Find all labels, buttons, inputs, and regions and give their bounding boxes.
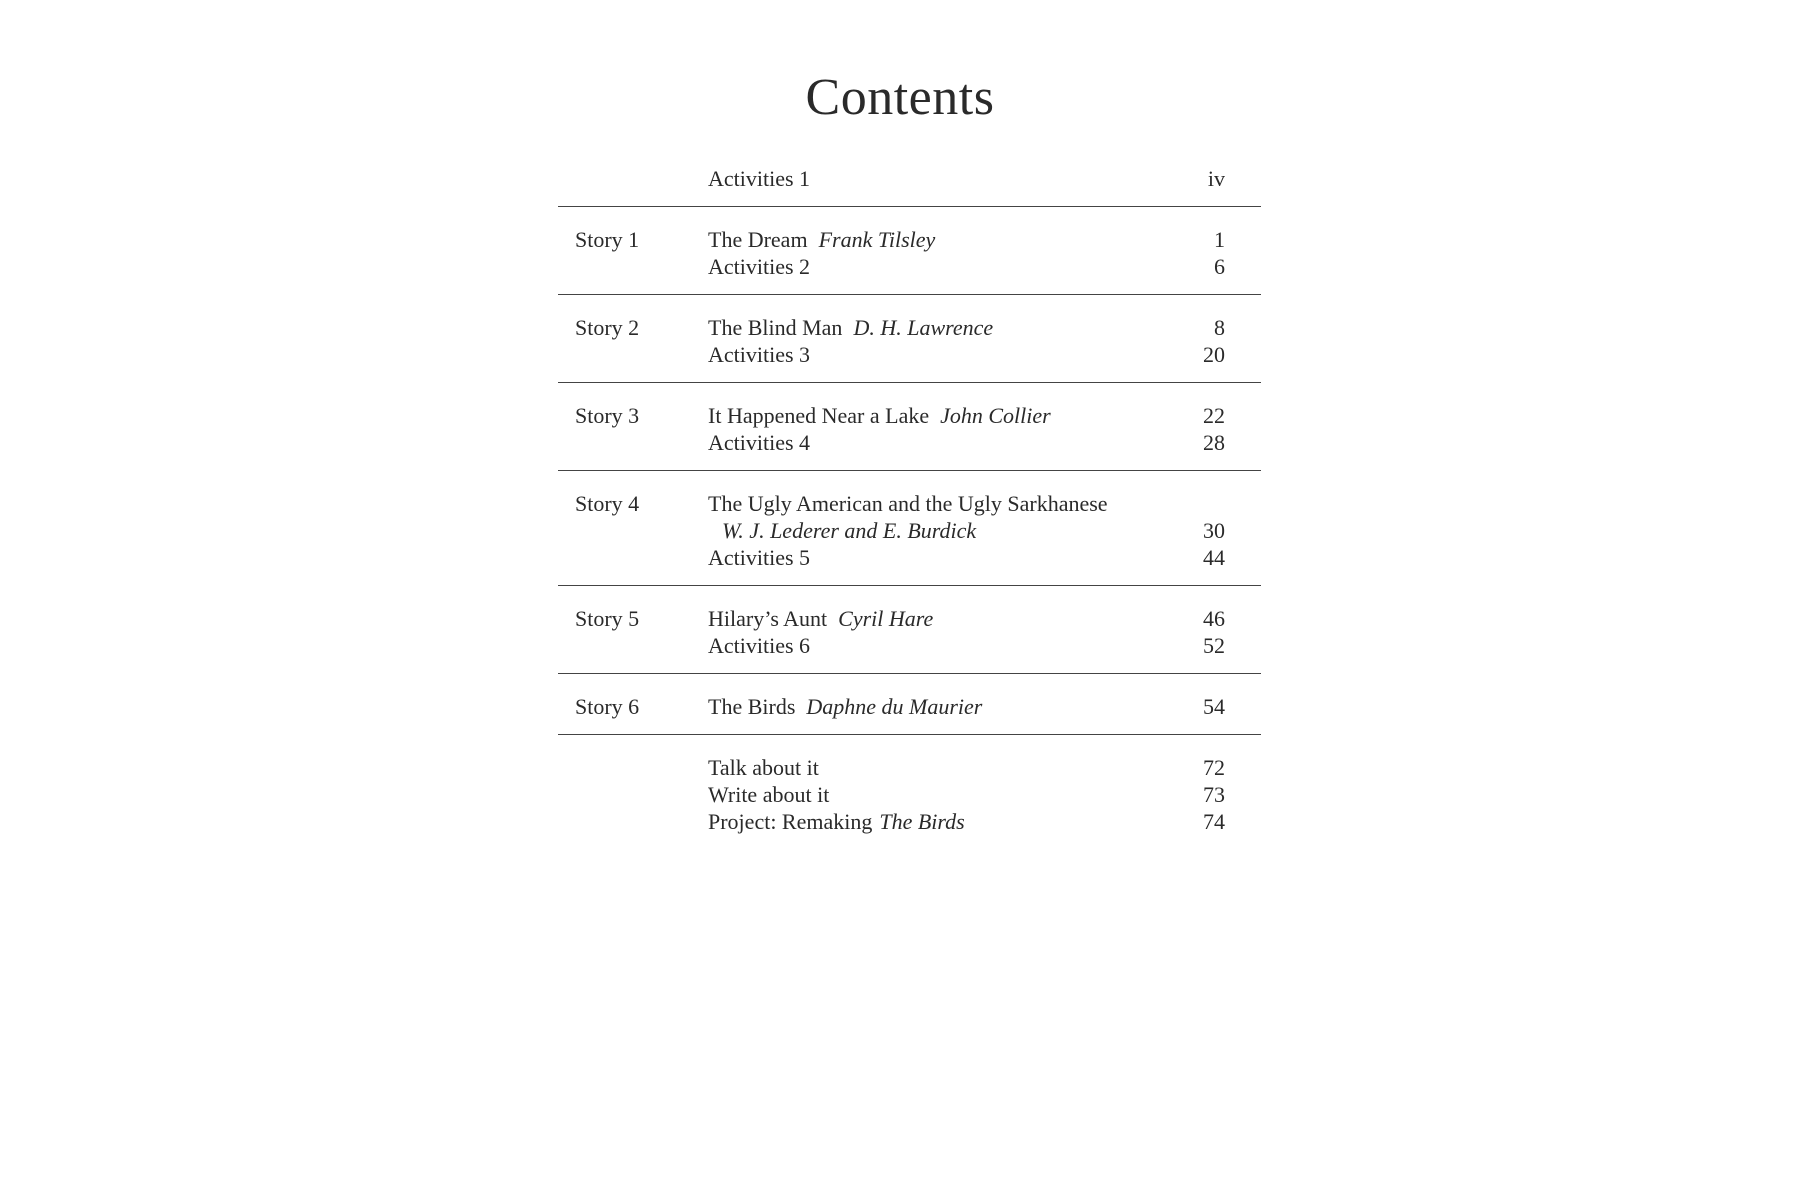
activities-label: Activities 4 (708, 430, 811, 455)
activities-label: Activities 2 (708, 254, 811, 279)
toc-group-story-4 (558, 470, 1261, 585)
story-author: John Collier (940, 403, 1051, 428)
story-entry (708, 605, 933, 632)
story-label: Story 6 (575, 694, 640, 719)
page-number: 20 (1203, 342, 1225, 367)
story-title: The Ugly American and the Ugly Sarkhanese (708, 491, 1108, 516)
page-number: 28 (1203, 430, 1225, 455)
toc-group-story-5 (558, 585, 1261, 673)
story-author: D. H. Lawrence (853, 315, 994, 340)
page-title: Contents (805, 69, 995, 126)
toc-line (558, 754, 1261, 781)
toc-line (558, 632, 1261, 659)
page-number: 44 (1203, 545, 1225, 570)
toc-line (558, 490, 1261, 517)
toc-line (558, 517, 1261, 544)
page-number: 72 (1203, 755, 1225, 780)
page-number: 22 (1203, 403, 1225, 428)
toc-line (558, 429, 1261, 456)
story-author: W. J. Lederer and E. Burdick (722, 518, 977, 543)
toc-line (558, 605, 1261, 632)
back-matter-label: Project: Remaking (708, 809, 873, 834)
story-label: Story 2 (575, 315, 640, 340)
story-title: It Happened Near a Lake (708, 403, 930, 428)
toc-line (558, 341, 1261, 368)
toc-line (558, 808, 1261, 835)
toc-group-back-matter (558, 734, 1261, 835)
table-of-contents (558, 158, 1261, 835)
page-number: 46 (1203, 606, 1225, 631)
toc-line (558, 165, 1261, 192)
page-number: 1 (1214, 227, 1225, 252)
activities-label: Activities 6 (708, 633, 811, 658)
page-number: 73 (1203, 782, 1225, 807)
toc-line (558, 314, 1261, 341)
story-title: The Birds (708, 694, 796, 719)
story-label: Story 4 (575, 491, 640, 516)
page-number: 8 (1214, 315, 1225, 340)
activities-label: Activities 5 (708, 545, 811, 570)
story-title: Hilary’s Aunt (708, 606, 828, 631)
story-title: The Blind Man (708, 315, 843, 340)
story-author: Daphne du Maurier (806, 694, 983, 719)
story-title: The Dream (708, 227, 808, 252)
toc-group-story-6 (558, 673, 1261, 734)
back-matter-label: Talk about it (708, 755, 819, 780)
story-author: Cyril Hare (838, 606, 934, 631)
page-number: iv (1207, 166, 1225, 191)
story-entry (708, 402, 1051, 429)
back-matter-label: Write about it (708, 782, 830, 807)
story-label: Story 5 (575, 606, 640, 631)
story-label: Story 3 (575, 403, 640, 428)
toc-group-story-3 (558, 382, 1261, 470)
page-number: 52 (1203, 633, 1225, 658)
preface-activities-label: Activities 1 (708, 166, 811, 191)
page-number: 30 (1203, 518, 1225, 543)
toc-line (558, 402, 1261, 429)
story-author: Frank Tilsley (818, 227, 936, 252)
toc-line (558, 226, 1261, 253)
back-matter-entry (708, 808, 965, 835)
toc-line (558, 693, 1261, 720)
page-number: 54 (1203, 694, 1225, 719)
story-entry (708, 314, 993, 341)
toc-group-preface (558, 158, 1261, 206)
story-entry (708, 226, 935, 253)
toc-line (558, 253, 1261, 280)
toc-group-story-2 (558, 294, 1261, 382)
story-entry (722, 517, 976, 544)
activities-label: Activities 3 (708, 342, 811, 367)
page-number: 74 (1203, 809, 1225, 834)
toc-group-story-1 (558, 206, 1261, 294)
story-label: Story 1 (575, 227, 640, 252)
toc-line (558, 544, 1261, 571)
toc-line (558, 781, 1261, 808)
project-title: The Birds (879, 809, 965, 834)
page-number: 6 (1214, 254, 1225, 279)
story-entry (708, 693, 982, 720)
